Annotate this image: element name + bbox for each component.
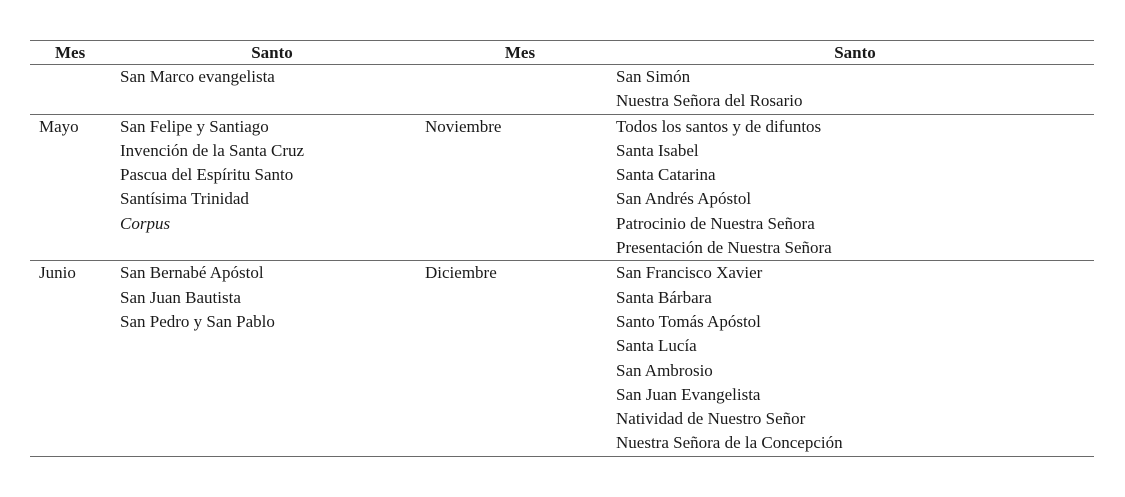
saints-cell-left xyxy=(120,261,424,456)
saint-entry: Santa Catarina xyxy=(616,165,716,185)
saint-entry: San Ambrosio xyxy=(616,360,713,380)
table-body xyxy=(30,65,1094,457)
header-mes-left: Mes xyxy=(30,41,120,65)
saint-entry: Nuestra Señora de la Concepción xyxy=(616,433,843,453)
saint-entry: San Marco evangelista xyxy=(120,67,275,86)
saint-entry: Nuestra Señora del Rosario xyxy=(616,91,803,111)
saint-entry: San Juan Evangelista xyxy=(616,384,761,404)
month-cell-left xyxy=(30,261,120,456)
saint-entry: Santa Lucía xyxy=(616,336,697,356)
saint-entry: Santo Tomás Apóstol xyxy=(616,311,761,331)
saints-calendar-table xyxy=(30,40,1094,457)
saint-entry: San Bernabé Apóstol xyxy=(120,263,264,283)
table-row xyxy=(30,261,1094,456)
month-label xyxy=(425,65,616,89)
saint-entry: Todos los santos y de difuntos xyxy=(616,116,822,136)
month-label: Noviembre xyxy=(425,116,502,136)
month-cell-left xyxy=(30,114,120,261)
saint-entry: Santísima Trinidad xyxy=(120,189,249,209)
saint-entry: San Juan Bautista xyxy=(120,287,241,307)
month-label xyxy=(39,65,120,89)
saint-entry: Presentación de Nuestra Señora xyxy=(616,238,832,258)
month-label: Diciembre xyxy=(425,263,497,283)
saint-entry: Natividad de Nuestro Señor xyxy=(616,409,806,429)
table-row xyxy=(30,65,1094,115)
saints-cell-right xyxy=(616,114,1094,261)
saint-entry: Patrocinio de Nuestra Señora xyxy=(616,213,815,233)
header-santo-left: Santo xyxy=(120,41,424,65)
month-label: Junio xyxy=(39,263,76,283)
month-cell-right xyxy=(424,114,616,261)
saint-entry: Santa Bárbara xyxy=(616,287,712,307)
saints-cell-left xyxy=(120,114,424,261)
saint-entry: San Andrés Apóstol xyxy=(616,189,752,209)
month-cell-right xyxy=(424,65,616,115)
saint-entry: San Pedro y San Pablo xyxy=(120,311,275,331)
saint-entry: San Francisco Xavier xyxy=(616,263,763,283)
month-label: Mayo xyxy=(39,116,79,136)
saint-entry: Santa Isabel xyxy=(616,140,699,160)
saint-entry: Invención de la Santa Cruz xyxy=(120,140,305,160)
saints-cell-right xyxy=(616,261,1094,456)
saints-cell-left xyxy=(120,65,424,115)
month-cell-right xyxy=(424,261,616,456)
header-santo-right: Santo xyxy=(616,41,1094,65)
table-header xyxy=(30,41,1094,65)
saints-cell-right xyxy=(616,65,1094,115)
saint-entry: Pascua del Espíritu Santo xyxy=(120,165,294,185)
month-cell-left xyxy=(30,65,120,115)
saint-entry: Corpus xyxy=(120,213,171,233)
saint-entry: San Simón xyxy=(616,67,691,86)
header-mes-right: Mes xyxy=(424,41,616,65)
header-row xyxy=(30,41,1094,65)
table-row xyxy=(30,114,1094,261)
saint-entry: San Felipe y Santiago xyxy=(120,116,269,136)
